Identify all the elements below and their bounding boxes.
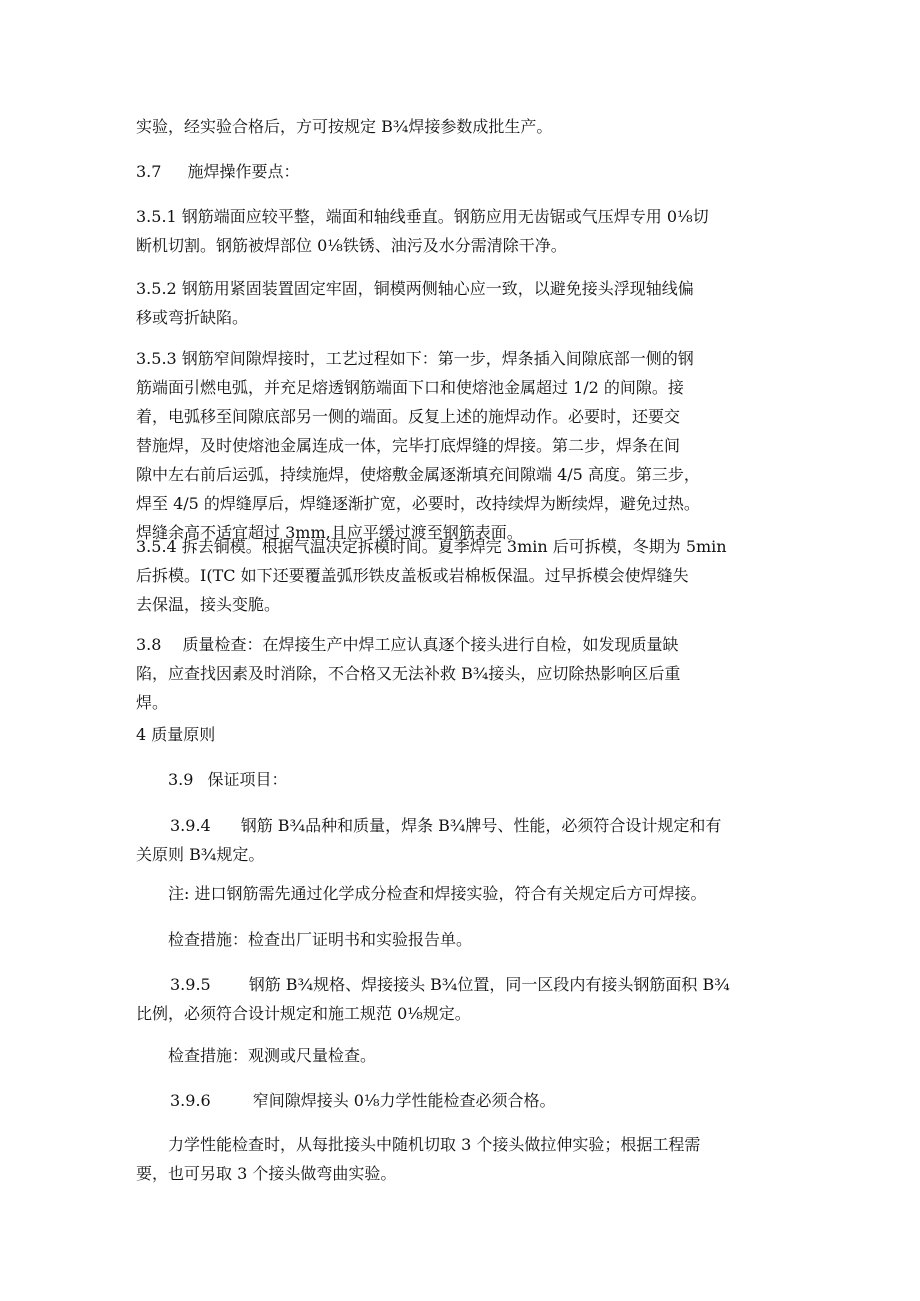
paragraph-3-9-6 (170, 1086, 820, 1115)
heading-text: 4 质量原则 (136, 725, 216, 744)
section-number: 3.9.5 (170, 975, 211, 994)
paragraph-3-5-3 (136, 344, 786, 547)
text-line: 钢筋 B¾品种和质量，焊条 B¾牌号、性能，必须符合设计规定和有 (240, 816, 722, 835)
section-number: 3.9 (168, 770, 194, 789)
text-line: 去保温，接头变脆。 (136, 595, 281, 614)
text-line: 力学性能检查时，从每批接头中随机切取 3 个接头做拉伸实验；根据工程需 (168, 1135, 701, 1154)
text-line: 断机切割。钢筋被焊部位 0⅛铁锈、油污及水分需清除干净。 (136, 236, 567, 255)
note-text: 注: 进口钢筋需先通过化学成分检查和焊接实验，符合有关规定后方可焊接。 (168, 884, 707, 903)
inspection-method-2 (168, 1041, 818, 1070)
text-line: 3.5.3 钢筋窄间隙焊接时，工艺过程如下：第一步，焊条插入间隙底部一侧的钢 (136, 349, 694, 368)
paragraph-3-9-4 (136, 811, 786, 869)
section-3-9 (168, 765, 818, 794)
text-line: 着，电弧移至间隙底部另一侧的端面。反复上述的施焊动作。必要时，还要交 (136, 407, 681, 426)
text-line: 筋端面引燃电弧，并充足熔透钢筋端面下口和使熔池金属超过 1/2 的间隙。接 (136, 378, 684, 397)
text-line: 替施焊，及时使熔池金属连成一体，完毕打底焊缝的焊接。第二步，焊条在间 (136, 436, 681, 455)
paragraph-3-5-1 (136, 202, 786, 260)
section-number: 3.7 (136, 162, 162, 181)
text-line: 比例，必须符合设计规定和施工规范 0⅛规定。 (136, 1004, 471, 1023)
section-number: 3.9.4 (170, 816, 211, 835)
paragraph-intro (136, 112, 786, 141)
text-line: 陷，应查找因素及时消除，不合格又无法补救 B¾接头，应切除热影响区后重 (136, 664, 681, 683)
text-line: 后拆模。I(TC 如下还要覆盖弧形铁皮盖板或岩棉板保温。过早拆模会使焊缝失 (136, 566, 689, 585)
text-line: 3.5.2 钢筋用紧固装置固定牢固，铜模两侧轴心应一致，以避免接头浮现轴线偏 (136, 279, 694, 298)
text-line: 要，也可另取 3 个接头做弯曲实验。 (136, 1164, 397, 1183)
text-line: 检查措施：观测或尺量检查。 (168, 1046, 377, 1065)
text-line: 3.8 质量检查：在焊接生产中焊工应认真逐个接头进行自检，如发现质量缺 (136, 635, 679, 654)
text-line: 窄间隙焊接头 0⅛力学性能检查必须合格。 (252, 1091, 556, 1110)
text-line: 3.5.4 拆去铜模。根据气温决定拆模时间。夏季焊完 3min 后可拆模，冬期为 5min (136, 537, 727, 556)
section-title: 保证项目： (207, 770, 288, 789)
section-3-7 (136, 157, 786, 186)
inspection-method-1 (168, 925, 818, 954)
section-number: 3.9.6 (170, 1091, 211, 1110)
text-line: 焊。 (136, 693, 169, 712)
heading-quality-standard (136, 720, 786, 749)
section-title: 施焊操作要点： (187, 162, 300, 181)
text-line: 焊至 4/5 的焊缝厚后，焊缝逐渐扩宽，必要时，改持续焊为断续焊，避免过热。 (136, 494, 700, 513)
text-line: 实验，经实验合格后，方可按规定 B¾焊接参数成批生产。 (136, 117, 553, 136)
paragraph-3-5-2 (136, 274, 786, 332)
text-line: 关原则 B¾规定。 (136, 845, 265, 864)
text-line: 钢筋 B¾规格、焊接接头 B¾位置，同一区段内有接头钢筋面积 B¾ (248, 975, 730, 994)
text-line: 焊缝余高不适宜超过 3mm,且应平缓过渡至钢筋表面。 (136, 523, 523, 542)
text-line: 移或弯折缺陷。 (136, 308, 249, 327)
text-line: 检查措施：检查出厂证明书和实验报告单。 (168, 930, 473, 949)
paragraph-mechanical-test (136, 1130, 786, 1188)
paragraph-3-9-5 (136, 970, 786, 1028)
paragraph-3-8 (136, 630, 786, 717)
text-line: 隙中左右前后运弧，持续施焊，使熔敷金属逐渐填充间隙端 4/5 高度。第三步， (136, 465, 700, 484)
paragraph-3-5-4 (136, 532, 786, 619)
note-imported-steel (168, 879, 818, 908)
text-line: 3.5.1 钢筋端面应较平整，端面和轴线垂直。钢筋应用无齿锯或气压焊专用 0⅛切 (136, 207, 709, 226)
